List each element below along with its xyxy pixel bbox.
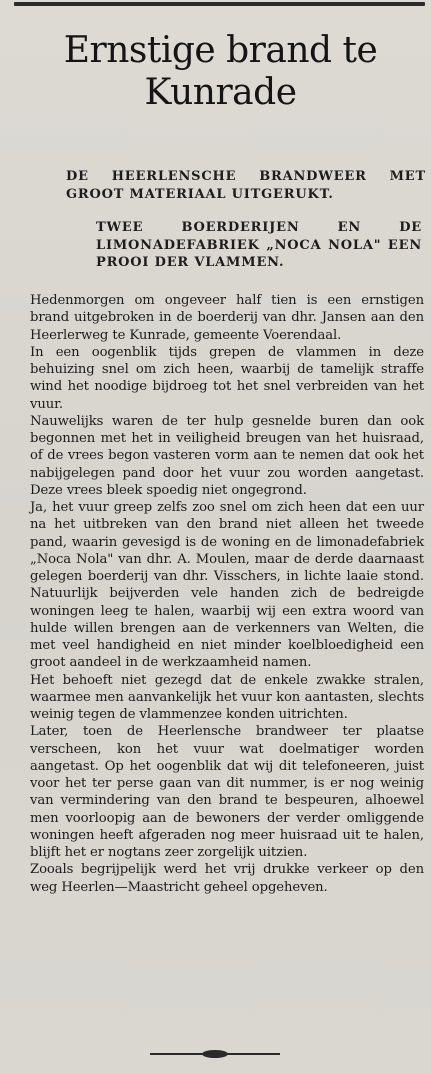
top-rule xyxy=(14,2,425,6)
bottom-ornament-rule xyxy=(150,1053,280,1055)
article-body xyxy=(30,292,424,896)
paragraph: Zooals begrijpelijk werd het vrij drukke verkeer op den weg Heerlen—Maastricht geheel opgeheven. xyxy=(30,862,424,895)
paragraph: Nauwelijks waren de ter hulp gesnelde buren dan ook begonnen met het in veiligheid breugen van het huisraad, of de vrees begon vasteren vorm aan te nemen dat ook het nabijgelegen pand door het vuur zou worden aangetast. Deze vrees bleek spoedig niet ongegrond. xyxy=(30,413,424,498)
paragraph: In een oogenblik tijds grepen de vlammen in deze behuizing snel om zich heen, waarbij de tamelijk straffe wind het noodige bijdroeg tot het snel verbreiden van het vuur. xyxy=(30,344,424,412)
subheading-1: DE HEERLENSCHE BRANDWEER MET GROOT MATERIAAL UITGERUKT. xyxy=(66,169,426,202)
headline: Ernstige brand te Kunrade xyxy=(63,30,378,113)
paragraph: Hedenmorgen om ongeveer half tien is een ernstigen brand uitgebroken in de boerderij van dhr. Jansen aan den Heerlerweg te Kunrade, gemeente Voerendaal. xyxy=(30,293,424,343)
paragraph: Later, toen de Heerlensche brandweer ter plaatse verscheen, kon het vuur wat doelmatiger worden aangetast. Op het oogenblik dat wij dit telefoneeren, juist voor het ter perse gaan van dit nummer, is er nog weinig van vermindering van den brand te bespeuren, alhoewel men voorloopig aan de bewoners der verder omliggende woningen heeft afgeraden nog meer huisraad uit te halen, blijft het er nogtans zeer zorgelijk uitzien. xyxy=(30,724,424,860)
paragraph: Het behoeft niet gezegd dat de enkele zwakke stralen, waarmee men aanvankelijk het vuur kon aantasten, slechts weinig tegen de vlammenzee konden uitrichten. xyxy=(30,672,424,722)
paragraph: Ja, het vuur greep zelfs zoo snel om zich heen dat een uur na het uitbreken van den brand niet alleen het tweede pand, waarin gevesigd is de woning en de limonadefabriek „Noca Nola" van dhr. A. Moulen, maar de derde daarnaast gelegen boerderij van dhr. Visschers, in lichte laaie stond. Natuurlijk beijverden vele handen zich de bedreigde woningen leeg te halen, waarbij wij een extra woord van hulde willen brengen aan de verkenners van Welten, die met veel handigheid en niet minder koelbloedigheid een groot aandeel in de werkzaamheid namen. xyxy=(30,500,424,671)
subheading-2: TWEE BOERDERIJEN EN DE LIMONADEFABRIEK „NOCA NOLA" EEN PROOI DER VLAMMEN. xyxy=(96,220,422,270)
